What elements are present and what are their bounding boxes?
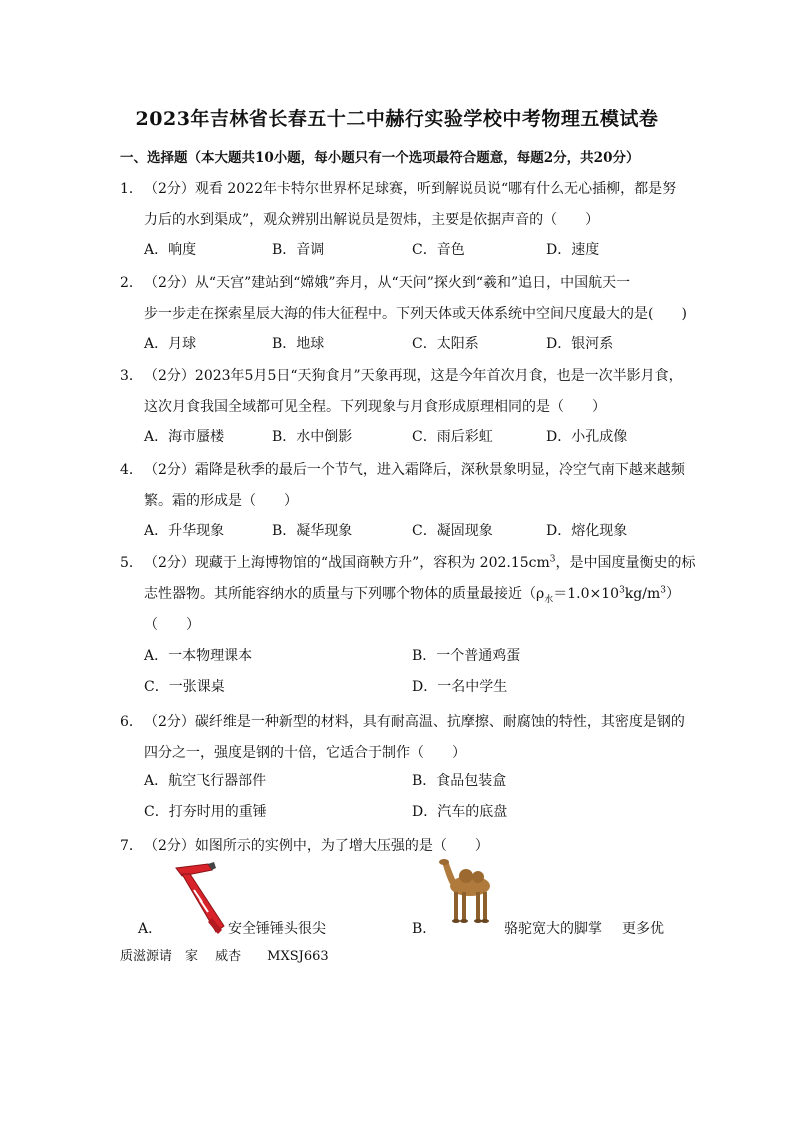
option-d[interactable]: D．一名中学生 (412, 679, 508, 695)
question-text-cont: 力后的水到渠成”，观众辨别出解说员是贺炜，主要是依据声音的（ ） (144, 212, 600, 228)
footer-watermark-text: 质滋源请 家 威杏 MXSJ663 (120, 949, 329, 964)
option-c[interactable]: C．一张课桌 (144, 679, 225, 695)
trailing-text: 更多优 (622, 921, 664, 937)
question-text: （2分）2023年5月5日“天狗食月”天象再现，这是今年首次月食，也是一次半影月食， (144, 368, 683, 384)
option-b-text: 骆驼宽大的脚掌 (504, 921, 602, 937)
camel-image (436, 858, 498, 924)
option-a-label: A． (138, 921, 163, 937)
question-3 (120, 361, 683, 423)
question-text: （2分）现藏于上海博物馆的“战国商鞅方升”，容积为 202.15cm (144, 555, 550, 571)
option-b[interactable]: B．水中倒影 (272, 429, 353, 445)
question-number: 5． (120, 555, 143, 571)
question-text: ，是中国度量衡史的标 (555, 555, 696, 571)
option-b[interactable]: B．地球 (272, 336, 325, 352)
question-number: 6． (120, 714, 143, 730)
question-number: 1． (120, 181, 143, 197)
superscript: 3 (619, 585, 625, 596)
option-c[interactable]: C．打夯时用的重锤 (144, 804, 267, 820)
option-a[interactable]: A．海市蜃楼 (144, 429, 225, 445)
question-2 (120, 268, 687, 330)
question-text-cont: ＝1.0×10 (553, 586, 620, 602)
question-number: 3． (120, 368, 143, 384)
question-6 (120, 707, 685, 769)
option-a-text: 安全锤锤头很尖 (228, 921, 326, 937)
question-text-cont: 志性器物。其所能容纳水的质量与下列哪个物体的质量最接近（ρ (144, 586, 545, 602)
option-d[interactable]: D．速度 (546, 242, 600, 258)
option-a[interactable]: A．月球 (144, 336, 197, 352)
question-text: （2分）碳纤维是一种新型的材料，具有耐高温、抗摩擦、耐腐蚀的特性，其密度是钢的 (144, 714, 685, 730)
option-d[interactable]: D．汽车的底盘 (412, 804, 508, 820)
question-number: 7． (120, 838, 143, 854)
question-text: （2分）从“天宫”建站到“嫦娥”奔月，从“天问”探火到“羲和”追日，中国航天一 (144, 275, 631, 291)
subscript: 水 (544, 594, 554, 605)
option-b[interactable]: B．一个普通鸡蛋 (412, 648, 521, 664)
question-5 (120, 548, 696, 641)
option-b[interactable]: B．凝华现象 (272, 523, 353, 539)
option-b[interactable]: B．食品包装盒 (412, 773, 507, 789)
question-text: （2分）霜降是秋季的最后一个节气，进入霜降后，深秋景象明显，冷空气南下越来越频 (144, 462, 685, 478)
question-number: 4． (120, 462, 143, 478)
question-number: 2． (120, 275, 143, 291)
safety-hammer-image (168, 860, 230, 938)
option-d[interactable]: D．熔化现象 (546, 523, 628, 539)
question-text-cont: 这次月食我国全域都可见全程。下列现象与月食形成原理相同的是（ ） (144, 399, 606, 415)
option-c[interactable]: C．雨后彩虹 (412, 429, 493, 445)
question-1 (120, 174, 680, 236)
option-a[interactable]: A．响度 (144, 242, 197, 258)
option-b-label: B． (412, 921, 437, 937)
question-text-cont: 四分之一，强度是钢的十倍，它适合于制作（ ） (144, 745, 466, 761)
question-text: （2分）如图所示的实例中，为了增大压强的是（ ） (144, 838, 489, 854)
question-4 (120, 455, 685, 517)
question-text-cont: 繁。霜的形成是（ ） (144, 493, 298, 509)
option-d[interactable]: D．小孔成像 (546, 429, 628, 445)
superscript: 3 (660, 585, 666, 596)
question-text-cont: kg/m (624, 586, 661, 602)
option-c[interactable]: C．凝固现象 (412, 523, 493, 539)
question-text-cont: ） (665, 586, 680, 602)
option-c[interactable]: C．音色 (412, 242, 465, 258)
exam-title: 2023年吉林省长春五十二中赫行实验学校中考物理五模试卷 (135, 108, 659, 130)
option-a[interactable]: A．一本物理课本 (144, 648, 253, 664)
question-7 (120, 831, 680, 862)
option-a[interactable]: A．航空飞行器部件 (144, 773, 267, 789)
question-text: （2分）观看 2022年卡特尔世界杯足球赛，听到解说员说“哪有什么无心插柳，都是努 (144, 181, 677, 197)
option-a[interactable]: A．升华现象 (144, 523, 225, 539)
option-d[interactable]: D．银河系 (546, 336, 614, 352)
question-blank: （ ） (144, 617, 200, 633)
option-c[interactable]: C．太阳系 (412, 336, 479, 352)
superscript: 3 (549, 554, 556, 565)
option-b[interactable]: B．音调 (272, 242, 325, 258)
question-text-cont: 步一步走在探索星辰大海的伟大征程中。下列天体或天体系统中空间尺度最大的是( ) (144, 306, 687, 322)
section-heading: 一、选择题（本大题共10小题，每小题只有一个选项最符合题意，每题2分，共20分） (120, 150, 640, 166)
